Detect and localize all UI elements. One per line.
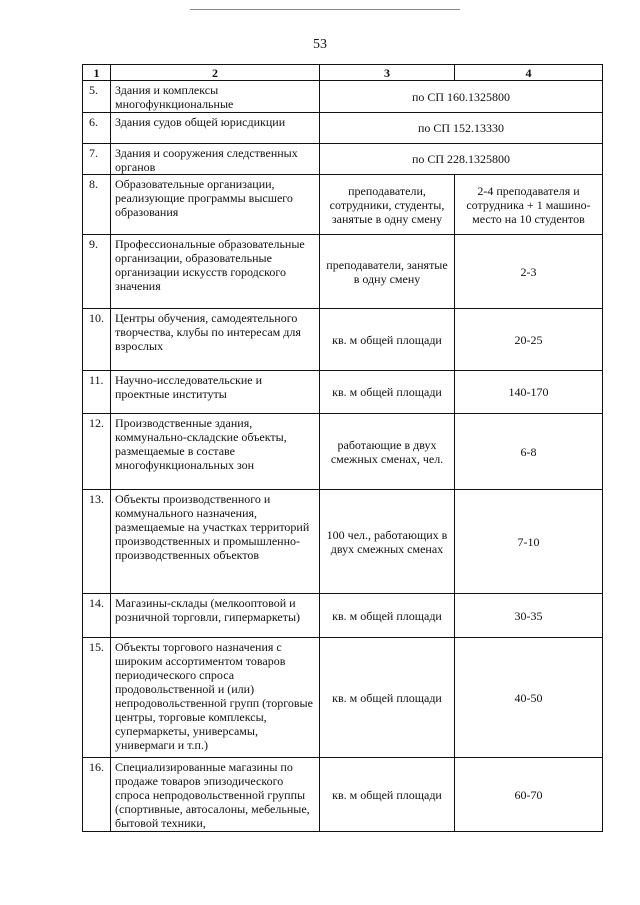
unit-cell: кв. м общей площади: [320, 758, 455, 832]
row-number: 5.: [83, 81, 111, 113]
object-name: Здания судов общей юрисдикции: [111, 113, 320, 144]
row-number: 7.: [83, 144, 111, 175]
table-row: [83, 175, 603, 235]
row-number: 12.: [83, 414, 111, 490]
table-row: [83, 490, 603, 594]
object-name: Здания и сооружения следственных органов: [111, 144, 320, 175]
value-cell: 30-35: [455, 594, 603, 638]
object-name: Магазины-склады (мелкооптовой и розничной торговли, гипермаркеты): [111, 594, 320, 638]
norms-table: [82, 64, 603, 832]
row-number: 14.: [83, 594, 111, 638]
row-number: 10.: [83, 309, 111, 371]
object-name: Производственные здания, коммунально-складские объекты, размещаемые в составе многофункциональных зон: [111, 414, 320, 490]
table-row: [83, 758, 603, 832]
table-row: [83, 371, 603, 414]
object-name: Специализированные магазины по продаже товаров эпизодического спроса непродовольственной группы (спортивные, автосалоны, мебельные, бытовой техники,: [111, 758, 320, 832]
table-row: [83, 309, 603, 371]
row-number: 16.: [83, 758, 111, 832]
unit-cell: 100 чел., работающих в двух смежных сменах: [320, 490, 455, 594]
unit-cell: преподаватели, сотрудники, студенты, занятые в одну смену: [320, 175, 455, 235]
table-row: [83, 638, 603, 758]
col-header-4: 4: [455, 65, 603, 81]
row-number: 9.: [83, 235, 111, 309]
value-cell: 20-25: [455, 309, 603, 371]
value-cell: 140-170: [455, 371, 603, 414]
col-header-2: 2: [111, 65, 320, 81]
object-name: Объекты производственного и коммунального назначения, размещаемые на участках территорий производственных и промышленно-производственных объектов: [111, 490, 320, 594]
value-cell: 6-8: [455, 414, 603, 490]
row-number: 13.: [83, 490, 111, 594]
merged-norm: по СП 228.1325800: [320, 144, 603, 175]
table-row: [83, 235, 603, 309]
row-number: 6.: [83, 113, 111, 144]
table-row: [83, 594, 603, 638]
object-name: Научно-исследовательские и проектные институты: [111, 371, 320, 414]
value-cell: 60-70: [455, 758, 603, 832]
table-row: [83, 81, 603, 113]
unit-cell: работающие в двух смежных сменах, чел.: [320, 414, 455, 490]
value-cell: 40-50: [455, 638, 603, 758]
col-header-1: 1: [83, 65, 111, 81]
object-name: Профессиональные образовательные организации, образовательные организации искусств городского значения: [111, 235, 320, 309]
value-cell: 2-4 преподавателя и сотрудника + 1 машино-место на 10 студентов: [455, 175, 603, 235]
value-cell: 2-3: [455, 235, 603, 309]
unit-cell: преподаватели, занятые в одну смену: [320, 235, 455, 309]
unit-cell: кв. м общей площади: [320, 309, 455, 371]
unit-cell: кв. м общей площади: [320, 594, 455, 638]
value-cell: 7-10: [455, 490, 603, 594]
row-number: 11.: [83, 371, 111, 414]
object-name: Образовательные организации, реализующие программы высшего образования: [111, 175, 320, 235]
table-header-row: [83, 65, 603, 81]
row-number: 8.: [83, 175, 111, 235]
unit-cell: кв. м общей площади: [320, 638, 455, 758]
merged-norm: по СП 152.13330: [320, 113, 603, 144]
table-row: [83, 414, 603, 490]
row-number: 15.: [83, 638, 111, 758]
table-row: [83, 113, 603, 144]
object-name: Центры обучения, самодеятельного творчества, клубы по интересам для взрослых: [111, 309, 320, 371]
object-name: Объекты торгового назначения с широким ассортиментом товаров периодического спроса продовольственной и (или) непродовольственной групп (торговые центры, торговые комплексы, супермаркеты, универсамы, универмаги и т.п.): [111, 638, 320, 758]
top-rule: [190, 9, 460, 10]
unit-cell: кв. м общей площади: [320, 371, 455, 414]
object-name: Здания и комплексы многофункциональные: [111, 81, 320, 113]
col-header-3: 3: [320, 65, 455, 81]
merged-norm: по СП 160.1325800: [320, 81, 603, 113]
page-number: 53: [313, 37, 327, 52]
table-row: [83, 144, 603, 175]
